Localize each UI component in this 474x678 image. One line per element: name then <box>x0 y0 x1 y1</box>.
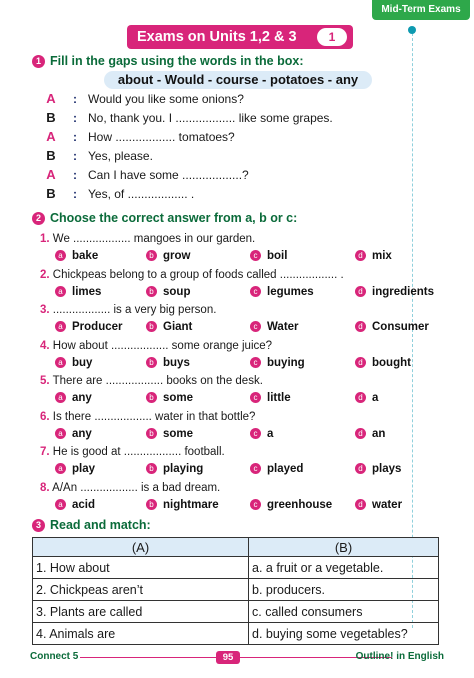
column-a-cell: 3. Plants are called <box>33 601 249 623</box>
answer-option[interactable] <box>55 427 92 442</box>
page-number: 95 <box>216 651 240 664</box>
option-letter-badge: b <box>146 321 157 332</box>
option-text: buying <box>267 356 305 369</box>
option-letter-badge: c <box>250 250 261 261</box>
answer-option[interactable] <box>55 462 95 477</box>
column-b-cell: a. a fruit or a vegetable. <box>249 557 439 579</box>
question-text: .................. is a very big person. <box>52 304 217 316</box>
column-a-cell: 4. Animals are <box>33 623 249 645</box>
option-letter-badge: b <box>146 357 157 368</box>
question-number: 1. <box>40 233 50 245</box>
dialogue-text: Yes, please. <box>88 149 153 163</box>
option-letter-badge: c <box>250 499 261 510</box>
question-number: 2. <box>40 268 50 281</box>
word-box: about - Would - course - potatoes - any <box>104 71 372 89</box>
option-text: ingredients <box>372 285 434 298</box>
option-text: Giant <box>163 321 193 333</box>
answer-option[interactable] <box>355 285 434 300</box>
option-letter-badge: b <box>146 463 157 474</box>
question <box>40 303 216 318</box>
colon: : <box>73 130 77 144</box>
match-table <box>32 537 439 645</box>
dialogue-line <box>40 129 235 145</box>
question <box>40 374 263 389</box>
option-letter-badge: b <box>146 250 157 261</box>
option-text: an <box>372 427 386 440</box>
dialogue-text: Would you like some onions? <box>88 92 244 106</box>
column-b-cell: d. buying some vegetables? <box>249 623 439 645</box>
answer-option[interactable] <box>355 391 378 406</box>
option-text: a <box>267 427 274 440</box>
option-text: Water <box>267 321 299 333</box>
question-text: Chickpeas belong to a group of foods called .................. . <box>52 268 344 281</box>
answer-option[interactable] <box>355 498 402 513</box>
option-letter-badge: b <box>146 286 157 297</box>
section-3-heading-text: Read and match: <box>50 518 151 532</box>
question-text: We .................. mangoes in our garden. <box>52 233 256 245</box>
option-text: legumes <box>267 285 314 298</box>
option-letter-badge: a <box>55 250 66 261</box>
option-text: buys <box>163 356 190 369</box>
answer-option[interactable] <box>355 462 401 477</box>
answer-option[interactable] <box>55 249 98 264</box>
answer-option[interactable] <box>355 249 392 264</box>
option-letter-badge: c <box>250 463 261 474</box>
speaker: A <box>46 129 56 144</box>
option-letter-badge: a <box>55 357 66 368</box>
question-text: Is there .................. water in that bottle? <box>52 410 256 423</box>
dialogue-text: No, thank you. I .................. like some grapes. <box>88 111 333 125</box>
colon: : <box>73 149 77 163</box>
question-text: A/An .................. is a bad dream. <box>52 481 221 494</box>
section-3-heading <box>32 518 151 532</box>
answer-option[interactable] <box>355 356 411 371</box>
option-letter-badge: a <box>55 392 66 403</box>
answer-option[interactable] <box>55 320 123 335</box>
option-text: bake <box>72 250 99 262</box>
column-a-cell: 1. How about <box>33 557 249 579</box>
option-letter-badge: a <box>55 286 66 297</box>
option-text: greenhouse <box>267 498 333 511</box>
table-row <box>33 557 439 579</box>
answer-option[interactable] <box>250 462 303 477</box>
question <box>40 410 255 425</box>
dialogue-text: Yes, of .................. . <box>88 187 195 201</box>
option-letter-badge: c <box>250 392 261 403</box>
question-number: 8. <box>40 481 50 494</box>
column-b-cell: c. called consumers <box>249 601 439 623</box>
option-text: nightmare <box>163 498 219 511</box>
footer-series-title: Outline! in English <box>355 651 444 662</box>
option-text: limes <box>72 285 102 298</box>
mid-term-exams-tag: Mid-Term Exams <box>372 0 470 20</box>
option-text: buy <box>72 356 93 369</box>
colon: : <box>73 168 77 182</box>
speaker: A <box>46 91 56 106</box>
question-number: 4. <box>40 339 50 352</box>
table-row <box>33 579 439 601</box>
column-b-header: (B) <box>249 538 439 557</box>
option-text: mix <box>372 250 392 262</box>
column-a-cell: 2. Chickpeas aren’t <box>33 579 249 601</box>
answer-option[interactable] <box>55 285 101 300</box>
answer-option[interactable] <box>146 356 190 371</box>
option-text: any <box>72 392 92 404</box>
option-letter-badge: d <box>355 392 366 403</box>
option-letter-badge: d <box>355 321 366 332</box>
option-text: played <box>267 463 304 475</box>
question <box>40 445 225 460</box>
option-text: boil <box>267 250 288 262</box>
answer-option[interactable] <box>250 427 273 442</box>
dialogue-text: How .................. tomatoes? <box>88 130 235 144</box>
option-text: Consumer <box>372 321 429 333</box>
question-text: How about .................. some orange juice? <box>52 339 273 352</box>
speaker: A <box>46 167 56 182</box>
column-b-cell: b. producers. <box>249 579 439 601</box>
option-letter-badge: a <box>55 499 66 510</box>
option-text: plays <box>372 463 402 475</box>
answer-option[interactable] <box>355 427 385 442</box>
option-text: bought <box>372 356 411 369</box>
answer-option[interactable] <box>250 356 305 371</box>
dialogue-line <box>40 167 249 183</box>
answer-option[interactable] <box>55 391 92 406</box>
section-1-heading <box>32 54 303 68</box>
column-a-header: (A) <box>33 538 249 557</box>
section-2-heading <box>32 211 297 225</box>
title-badge: 1 <box>317 28 347 46</box>
option-text: water <box>372 498 403 511</box>
answer-option[interactable] <box>146 391 193 406</box>
option-letter-badge: d <box>355 428 366 439</box>
question-text: There are .................. books on the desk. <box>52 375 263 387</box>
table-row <box>33 623 439 645</box>
option-text: any <box>72 427 92 440</box>
option-letter-badge: a <box>55 428 66 439</box>
answer-option[interactable] <box>250 320 299 335</box>
section-3-number: 3 <box>32 519 45 532</box>
page-title <box>127 25 353 49</box>
section-2-heading-text: Choose the correct answer from a, b or c: <box>50 211 298 225</box>
question-number: 3. <box>40 304 50 316</box>
option-letter-badge: c <box>250 428 261 439</box>
question-text: He is good at .................. football. <box>52 446 225 458</box>
answer-option[interactable] <box>146 249 190 264</box>
option-letter-badge: b <box>146 499 157 510</box>
option-letter-badge: c <box>250 321 261 332</box>
section-1-number: 1 <box>32 55 45 68</box>
question <box>40 339 272 354</box>
option-text: some <box>163 392 194 404</box>
match-table-header <box>33 538 439 557</box>
answer-option[interactable] <box>146 285 190 300</box>
colon: : <box>73 187 77 201</box>
answer-option[interactable] <box>146 320 192 335</box>
question-number: 7. <box>40 446 50 458</box>
option-letter-badge: a <box>55 463 66 474</box>
option-text: acid <box>72 498 96 511</box>
dialogue-line <box>40 148 153 164</box>
colon: : <box>73 111 77 125</box>
footer-book-title: Connect 5 <box>30 651 79 662</box>
option-text: Producer <box>72 321 123 333</box>
option-letter-badge: a <box>55 321 66 332</box>
decorative-dot <box>408 26 416 34</box>
answer-option[interactable] <box>146 498 219 513</box>
option-text: grow <box>163 250 191 262</box>
speaker: B <box>46 110 56 125</box>
option-letter-badge: c <box>250 286 261 297</box>
dialogue-text: Can I have some ..................? <box>88 168 249 182</box>
option-letter-badge: b <box>146 428 157 439</box>
option-letter-badge: d <box>355 286 366 297</box>
speaker: B <box>46 186 56 201</box>
dialogue-line <box>40 186 194 202</box>
question-number: 6. <box>40 410 50 423</box>
colon: : <box>73 92 77 106</box>
option-text: little <box>267 392 291 404</box>
answer-option[interactable] <box>146 462 203 477</box>
option-letter-badge: d <box>355 499 366 510</box>
option-letter-badge: d <box>355 250 366 261</box>
option-letter-badge: b <box>146 392 157 403</box>
dialogue-line <box>40 91 244 107</box>
dialogue-line <box>40 110 333 126</box>
question-number: 5. <box>40 375 50 387</box>
option-letter-badge: d <box>355 357 366 368</box>
option-text: some <box>163 427 194 440</box>
option-letter-badge: d <box>355 463 366 474</box>
answer-option[interactable] <box>250 249 287 264</box>
answer-option[interactable] <box>250 391 291 406</box>
table-row <box>33 601 439 623</box>
speaker: B <box>46 148 56 163</box>
option-letter-badge: c <box>250 357 261 368</box>
section-2-number: 2 <box>32 212 45 225</box>
question <box>40 268 344 283</box>
option-text: playing <box>163 463 204 475</box>
page-title-text: Exams on Units 1,2 & 3 <box>137 29 297 45</box>
answer-option[interactable] <box>55 498 95 513</box>
answer-option[interactable] <box>355 320 429 335</box>
option-text: a <box>372 392 379 404</box>
answer-option[interactable] <box>146 427 193 442</box>
question <box>40 481 220 496</box>
answer-option[interactable] <box>55 356 92 371</box>
answer-option[interactable] <box>250 498 332 513</box>
question <box>40 232 255 247</box>
section-1-heading-text: Fill in the gaps using the words in the box: <box>50 54 304 68</box>
answer-option[interactable] <box>250 285 314 300</box>
option-text: play <box>72 463 96 475</box>
option-text: soup <box>163 285 191 298</box>
